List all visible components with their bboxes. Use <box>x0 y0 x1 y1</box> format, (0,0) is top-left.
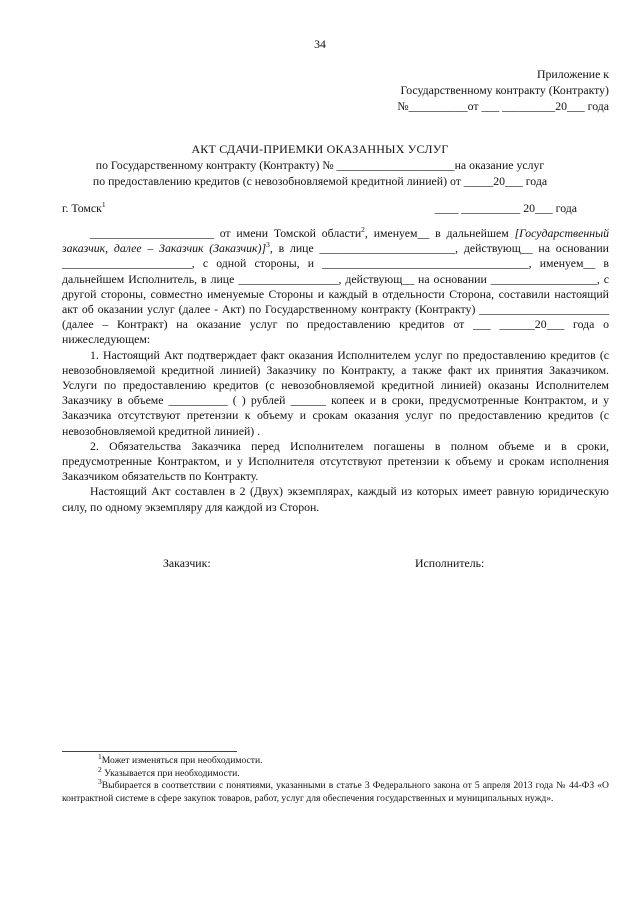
footnote-ref-3: 3 <box>266 240 270 250</box>
appendix-line-1: Приложение к <box>537 67 609 81</box>
title-subline-2: по предоставлению кредитов (с невозобновляемой кредитной линией) от _____20___ года <box>92 174 548 188</box>
footnote-2 <box>62 764 609 781</box>
appendix-line-2: Государственному контракту (Контракту) <box>400 83 609 97</box>
footnote-1-text: Может изменяться при необходимости. <box>101 755 263 766</box>
appendix-note <box>397 66 609 114</box>
footnote-3-number: 3 <box>98 777 102 786</box>
footnote-3 <box>62 777 609 805</box>
page-number: 34 <box>314 37 326 51</box>
appendix-line-3: №__________от ___ _________20___ года <box>397 99 609 113</box>
footnote-2-text: Указывается при необходимости. <box>101 767 240 779</box>
document-title-block <box>50 141 590 189</box>
footnote-ref-1: 1 <box>101 200 106 210</box>
footnote-3-text: Выбирается в соответствии с понятиями, указанными в статье 3 Федерального закона от 5 апреля 2013 года № 44-ФЗ «О контрактной системе в сфере закупок товаров, работ, услуг для обеспечения государственных и муниципальных нужд». <box>62 780 609 804</box>
customer-designation: [Государственный заказчик, далее – Заказчик (Заказчик)] <box>62 226 609 256</box>
contractor-signature-label: Исполнитель: <box>415 556 485 570</box>
document-body <box>62 226 609 515</box>
city-name: г. Томск <box>62 201 102 215</box>
customer-signature-label: Заказчик: <box>163 556 211 570</box>
title-subline-1: по Государственному контракту (Контракту) № ____________________на оказание услуг <box>95 158 545 172</box>
intro-part-3: , в лице _______________________, действующ__ на основании ______________________, с одной стороны, и ___________________________________, именуем__ в дальнейшем Исполнитель, в лице _________________, действующ__ на основании __________________, с другой стороны, совместно именуемые Стороны и каждый в отдельности Сторона, составили настоящий акт об оказании услуг (далее - Акт) по Государственному контракту (Контракту) ______________________ (далее – Контракт) на оказание услуг по предоставлению кредитов от ___ ______20___ года о нижеследующем: <box>62 241 609 347</box>
clause-1: 1. Настоящий Акт подтверждает факт оказания Исполнителем услуг по предоставлению кредитов (с невозобновляемой кредитной линией) Заказчику по Контракту, а также факт их принятия Заказчиком. Услуги по предоставлению кредитов (с невозобновляемой кредитной линией) оказаны Исполнителем Заказчику в объеме __________ ( ) рублей ______ копеек и в сроки, предусмотренные Контрактом, и у Заказчика отсутствуют претензии к объему и срокам оказания услуг по предоставлению кредитов (с невозобновляемой кредитной линией) . <box>62 347 609 438</box>
footnotes <box>62 751 609 805</box>
document-date: ____ __________ 20___ года <box>434 201 577 215</box>
document-title: АКТ СДАЧИ-ПРИЕМКИ ОКАЗАННЫХ УСЛУГ <box>191 142 449 156</box>
intro-part-1: _____________________ от имени Томской области <box>90 226 362 240</box>
clause-2: 2. Обязательства Заказчика перед Исполнителем погашены в полном объеме и в сроки, предусмотренные Контрактом, и у Исполнителя отсутствуют претензии к объему и срокам исполнения Заказчиком обязательств по Контракту. <box>62 438 609 484</box>
footnote-divider <box>62 751 237 752</box>
footnote-2-number: 2 <box>98 764 102 774</box>
footnote-ref-2: 2 <box>361 225 365 235</box>
footnote-1 <box>62 751 609 768</box>
intro-part-2: , именуем__ в дальнейшем <box>364 226 515 240</box>
city <box>62 201 106 216</box>
closing-paragraph: Настоящий Акт составлен в 2 (Двух) экземплярах, каждый из которых имеет равную юридическую силу, по одному экземпляру для каждой из Сторон. <box>62 484 609 514</box>
footnote-1-number: 1 <box>98 751 102 761</box>
intro-paragraph <box>62 226 609 348</box>
